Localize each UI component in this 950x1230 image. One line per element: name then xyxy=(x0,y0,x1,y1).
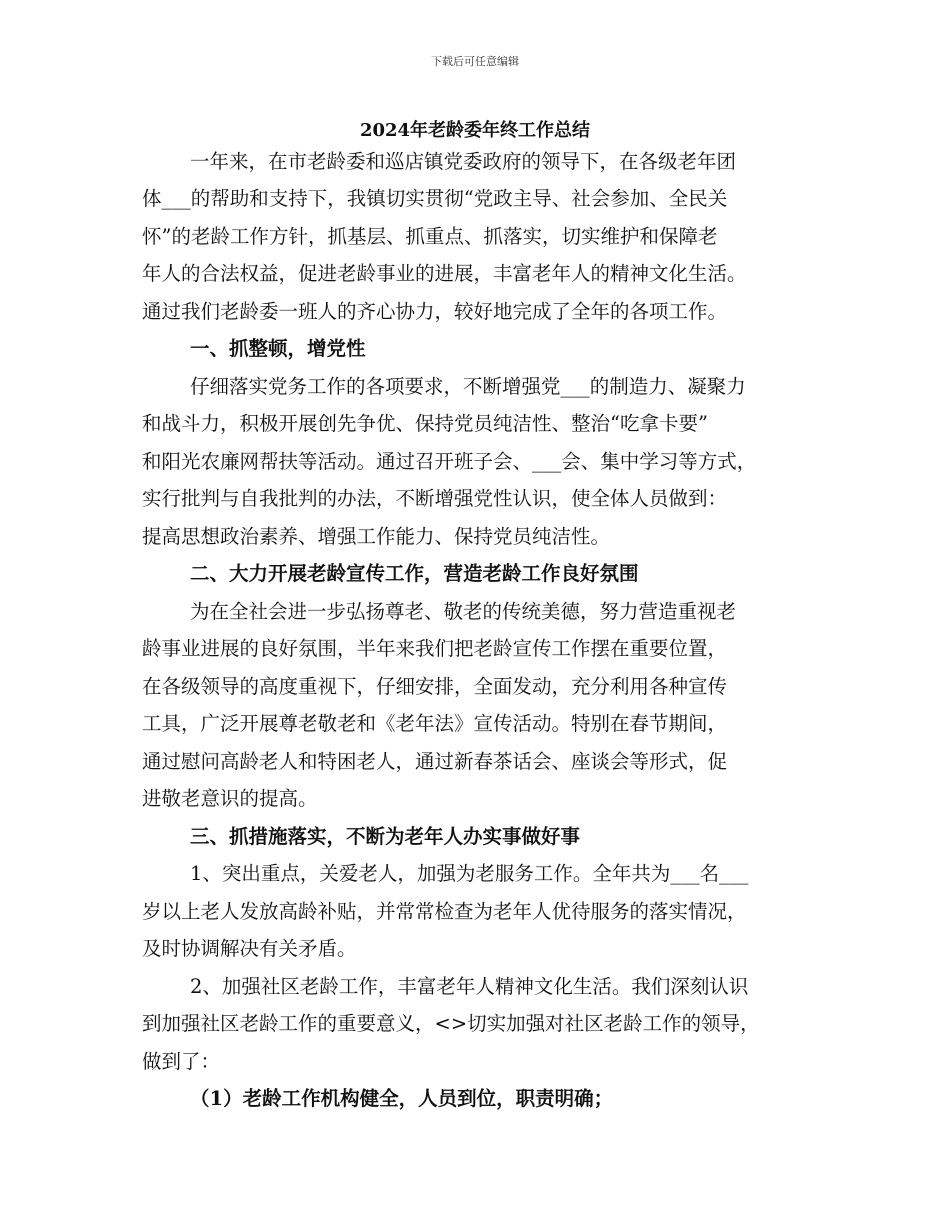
page-header: 下载后可任意编辑 xyxy=(431,55,519,68)
paragraph-line: 实行批判与自我批判的办法，不断增强党性认识，使全体人员做到： xyxy=(142,487,728,510)
paragraph-line: 和阳光农廉网帮扶等活动。通过召开班子会、___会、集中学习等方式， xyxy=(142,450,757,473)
paragraph-line: 2、加强社区老龄工作，丰富老年人精神文化生活。我们深刻认识 xyxy=(190,975,749,998)
section-heading-2: 二、大力开展老龄宣传工作，营造老龄工作良好氛围 xyxy=(190,562,639,585)
paragraph-line: 体___的帮助和支持下，我镇切实贯彻“党政主导、社会参加、全民关 xyxy=(142,187,728,210)
paragraph-line: 龄事业进展的良好氛围，半年来我们把老龄宣传工作摆在重要位置， xyxy=(142,637,728,660)
section-heading-3: 三、抓措施落实，不断为老年人办实事做好事 xyxy=(190,825,581,848)
paragraph-line: 在各级领导的高度重视下，仔细安排，全面发动，充分利用各种宣传 xyxy=(142,675,728,698)
section-heading-1: 一、抓整顿，增党性 xyxy=(190,337,366,360)
paragraph-line: 到加强社区老龄工作的重要意义，<>切实加强对社区老龄工作的领导， xyxy=(142,1012,760,1035)
paragraph-line: 进敬老意识的提高。 xyxy=(142,787,318,810)
paragraph-line: 1、突出重点，关爱老人，加强为老服务工作。全年共为___名___ xyxy=(190,862,749,885)
paragraph-line: 年人的合法权益，促进老龄事业的进展，丰富老年人的精神文化生活。 xyxy=(142,262,747,285)
paragraph-line: 及时协调解决有关矛盾。 xyxy=(142,937,357,960)
paragraph-line: 为在全社会进一步弘扬尊老、敬老的传统美德，努力营造重视老 xyxy=(190,600,737,623)
paragraph-line: 岁以上老人发放高龄补贴，并常常检查为老年人优待服务的落实情况， xyxy=(142,900,747,923)
document-title: 2024年老龄委年终工作总结 xyxy=(359,120,591,141)
paragraph-line: 提高思想政治素养、增强工作能力、保持党员纯洁性。 xyxy=(142,525,611,548)
paragraph-line: 做到了： xyxy=(142,1050,221,1073)
paragraph-line: 一年来，在市老龄委和巡店镇党委政府的领导下，在各级老年团 xyxy=(190,150,737,173)
paragraph-line: 通过慰问高龄老人和特困老人，通过新春茶话会、座谈会等形式，促 xyxy=(142,750,728,773)
paragraph-line: 和战斗力，积极开展创先争优、保持党员纯洁性、整治“吃拿卡要” xyxy=(142,412,708,435)
paragraph-line: 怀”的老龄工作方针，抓基层、抓重点、抓落实，切实维护和保障老 xyxy=(142,225,718,248)
paragraph-line: 工具，广泛开展尊老敬老和《老年法》宣传活动。特别在春节期间， xyxy=(142,712,728,735)
list-item-1: （1）老龄工作机构健全，人员到位，职责明确； xyxy=(190,1087,614,1110)
paragraph-line: 仔细落实党务工作的各项要求，不断增强党___的制造力、凝聚力 xyxy=(190,375,746,398)
paragraph-line: 通过我们老龄委一班人的齐心协力，较好地完成了全年的各项工作。 xyxy=(142,300,728,323)
